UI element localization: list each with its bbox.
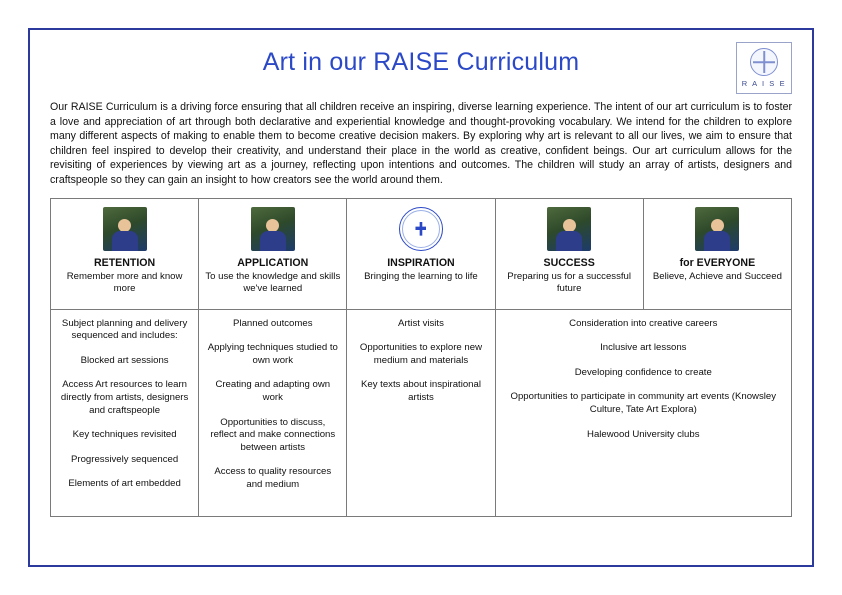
column-header-success bbox=[495, 198, 643, 309]
list-item: Halewood University clubs bbox=[587, 428, 700, 440]
title-row bbox=[50, 38, 792, 94]
curriculum-table bbox=[50, 198, 792, 517]
list-item: Consideration into creative careers bbox=[569, 317, 718, 329]
child-photo-icon bbox=[547, 207, 591, 251]
raise-logo-icon bbox=[750, 48, 778, 76]
list-item: Access to quality resources and medium bbox=[214, 466, 332, 490]
list-item: Elements of art embedded bbox=[68, 478, 181, 490]
school-crest-icon bbox=[399, 207, 443, 251]
list-item: Subject planning and delivery sequenced and includes: bbox=[61, 317, 188, 342]
column-heading: INSPIRATION bbox=[387, 256, 455, 269]
child-photo-icon bbox=[695, 207, 739, 251]
table-row-headings bbox=[51, 198, 792, 309]
raise-logo-text: R A I S E bbox=[741, 79, 787, 88]
column-heading: SUCCESS bbox=[543, 256, 595, 269]
list-item: Artist visits bbox=[398, 317, 444, 329]
list-item: Planned outcomes bbox=[233, 317, 313, 329]
list-item: Developing confidence to create bbox=[574, 366, 712, 378]
list-item: Inclusive art lessons bbox=[600, 342, 687, 354]
document-content bbox=[50, 38, 792, 517]
list-item: Opportunities to explore new medium and materials bbox=[359, 342, 483, 366]
intro-paragraph: Our RAISE Curriculum is a driving force ensuring that all children receive an inspiring, diverse learning experience. The intent of our art curriculum is to foster a love and appreciation of art through both declarative and experiential knowledge and thought-provoking vocabulary. We intend for the children to explore many different aspects of making to enable them to become creative decision makers. By exploring why art is relevant to all our lives, we aim to ensure that children feel inspired to develop their creativity, and understand their place in the world as creative, confident beings. Our art curriculum allows for the revisiting of experiences by viewing art as a journey, reflecting upon intentions and outcomes. The children will study an array of artists, designers and craftspeople so they can gain an insight to how creators see the world around them. bbox=[50, 101, 792, 186]
column-subheading: Preparing us for a successful future bbox=[507, 270, 632, 294]
column-subheading: Believe, Achieve and Succeed bbox=[652, 270, 782, 282]
list-item: Blocked art sessions bbox=[80, 354, 169, 366]
list-item: Applying techniques studied to own work bbox=[207, 342, 338, 366]
column-header-everyone bbox=[643, 198, 791, 309]
content-cell-application bbox=[199, 309, 347, 516]
list-item: Key texts about inspirational artists bbox=[360, 379, 481, 403]
list-item: Access Art resources to learn directly from artists, designers and craftspeople bbox=[60, 379, 189, 416]
list-item: Progressively sequenced bbox=[70, 453, 179, 465]
column-subheading: To use the knowledge and skills we've learned bbox=[205, 270, 341, 294]
list-item: Key techniques revisited bbox=[72, 429, 177, 441]
page-title: Art in our RAISE Curriculum bbox=[262, 48, 580, 76]
child-photo-icon bbox=[103, 207, 147, 251]
column-heading: APPLICATION bbox=[237, 256, 309, 269]
column-header-application bbox=[199, 198, 347, 309]
list-item: Creating and adapting own work bbox=[215, 379, 331, 403]
child-photo-icon bbox=[251, 207, 295, 251]
column-header-inspiration bbox=[347, 198, 495, 309]
column-header-retention bbox=[51, 198, 199, 309]
raise-logo bbox=[736, 42, 792, 94]
content-cell-retention bbox=[51, 309, 199, 516]
table-row-content bbox=[51, 309, 792, 516]
content-cell-inspiration bbox=[347, 309, 495, 516]
list-item: Opportunities to discuss, reflect and make connections between artists bbox=[210, 416, 336, 453]
column-subheading: Bringing the learning to life bbox=[364, 270, 478, 282]
column-heading: for EVERYONE bbox=[679, 256, 756, 269]
column-heading: RETENTION bbox=[93, 256, 156, 269]
column-subheading: Remember more and know more bbox=[66, 270, 183, 294]
content-cell-success-everyone bbox=[495, 309, 791, 516]
list-item: Opportunities to participate in community art events (Knowsley Culture, Tate Art Explora) bbox=[510, 391, 777, 415]
